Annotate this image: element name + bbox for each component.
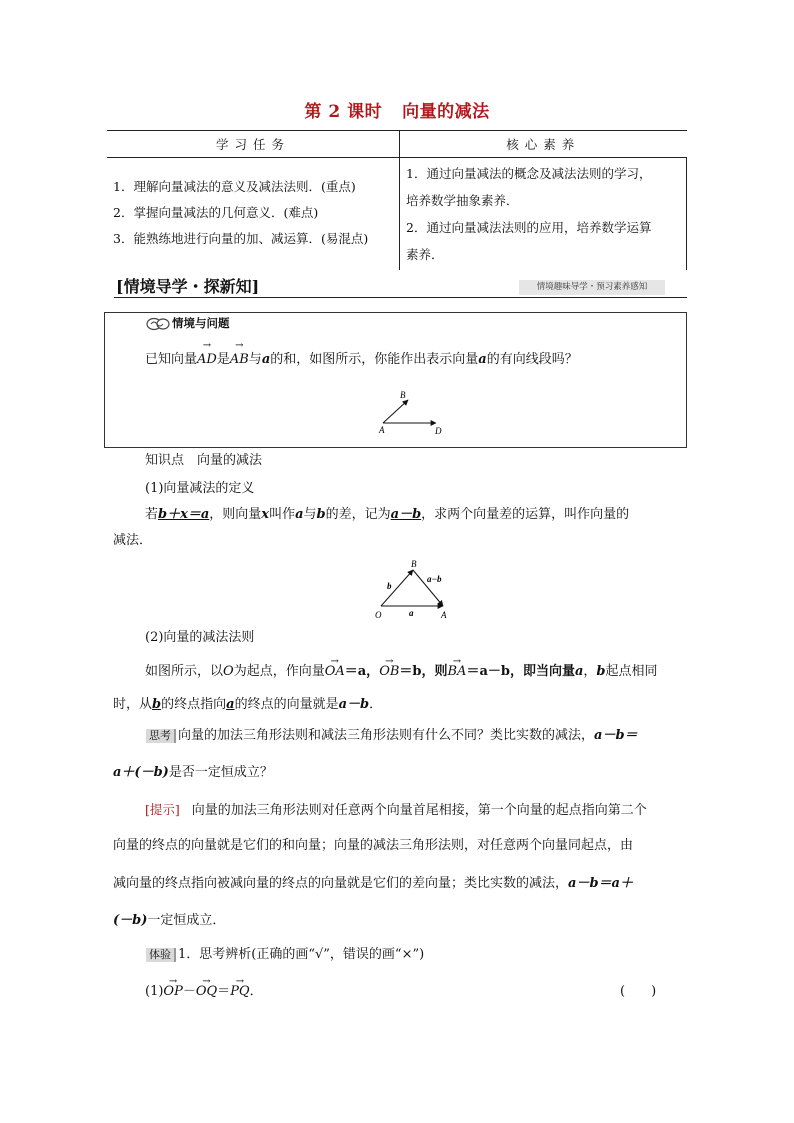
vector-a: a [574, 664, 584, 679]
def-text: 的差，记为 [325, 507, 391, 522]
def-text: ，求两个向量差的运算，叫作向量的 [421, 507, 630, 522]
think-question-cont [113, 763, 273, 783]
scenario-figure [374, 386, 454, 438]
arrow-AB [383, 400, 408, 423]
section-heading: [情境导学・探新知] [116, 277, 260, 296]
section-tag: 情境趣味导学・预习素养感知 [519, 280, 665, 295]
literacy-cell [400, 158, 687, 270]
scenario-icon [146, 317, 170, 331]
rule-eq: ＝a， [344, 664, 380, 679]
think-question [146, 726, 638, 746]
exercise-intro [146, 945, 424, 965]
hint-line-3 [113, 874, 633, 894]
rule-text-part: ． [369, 697, 383, 712]
think-eq: a－b＝ [594, 728, 638, 743]
scenario-label: 情境与问题 [172, 316, 230, 330]
question-text: 是 [216, 352, 230, 367]
label-b: b [387, 581, 392, 591]
rule-text-part: 为起点，作向量 [233, 664, 325, 679]
exercise-item-1 [145, 982, 263, 1002]
definition-text [145, 505, 629, 525]
label-a: a [409, 608, 414, 618]
scenario-question [145, 348, 578, 367]
label-D: D [435, 426, 442, 436]
vector-AB: → AB [230, 352, 249, 367]
rule-text-part: 起点相同 [605, 664, 658, 679]
page-title [0, 97, 794, 122]
definition-title: (1)向量减法的定义 [145, 481, 255, 496]
literacy-line: 素养． [406, 247, 444, 262]
knowledge-heading: 知识点 向量的减法 [145, 453, 263, 468]
rule-text [145, 662, 658, 682]
def-equation: b＋x＝a [158, 507, 210, 522]
hint-eq: (－b) [113, 913, 148, 928]
item-op: ＝ [217, 984, 231, 999]
task-item: 1．理解向量减法的意义及减法法则．(重点) [113, 179, 356, 194]
rule-eq: ＝b，则 [399, 664, 448, 679]
hint-label: [提示] [145, 802, 180, 817]
hint-text: 一定恒成立． [147, 913, 226, 928]
vector-a: a [226, 697, 235, 712]
label-B: B [411, 559, 417, 569]
question-text: 已知向量 [145, 352, 198, 367]
label-B: B [400, 390, 406, 400]
think-text: 是否一定恒成立？ [168, 765, 273, 780]
header-literacy: 核心素养 [400, 131, 687, 158]
label-a-minus-b: a−b [427, 574, 442, 584]
item-number: (1) [145, 984, 164, 999]
think-badge: 思考 [146, 729, 176, 743]
definition-text-cont: 减法． [113, 533, 153, 548]
task-item: 2．掌握向量减法的几何意义．(难点) [113, 205, 319, 220]
hint-eq: a－b＝a＋ [568, 876, 633, 891]
vector-a: a [261, 352, 271, 367]
header-tasks: 学习任务 [107, 131, 400, 158]
label-A: A [441, 610, 447, 620]
item-op: ． [249, 984, 263, 999]
rule-text-part: 的终点指向 [161, 697, 227, 712]
def-difference: a－b [390, 507, 422, 522]
vector-OQ: → OQ [196, 984, 217, 999]
def-text: 若 [145, 507, 159, 522]
def-text: 与 [303, 507, 317, 522]
vector-a: a [478, 352, 487, 367]
vector-b: b [596, 664, 606, 679]
def-text: ，则向量 [209, 507, 262, 522]
hint-line-4 [113, 911, 225, 931]
vector-OP: → OP [163, 984, 182, 999]
vector-OB: → OB [379, 664, 399, 679]
rule-text-part: 的终点的向量就是 [234, 697, 339, 712]
answer-parentheses[interactable]: ( ) [620, 984, 657, 999]
rule-text-part: 时，从 [113, 697, 153, 712]
question-text: 的有向线段吗？ [486, 352, 578, 367]
vector-PQ: → PQ [230, 984, 249, 999]
question-text: 的和，如图所示，你能作出表示向量 [270, 352, 479, 367]
rule-eq: ＝a－b，即当向量 [466, 664, 575, 679]
vector-OA: → OA [325, 664, 345, 679]
exercise-badge: 体验 [146, 948, 176, 962]
hint-text: 向量的加法三角形法则对任意两个向量首尾相接，第一个向量的起点指向第二个 [191, 803, 647, 818]
hint-line-2: 向量的终点的向量就是它们的和向量；向量的减法三角形法则，对任意两个向量同起点，由 [113, 838, 634, 853]
hint-line-1 [145, 800, 647, 821]
vector-AD: → AD [197, 352, 217, 367]
vector-b: b [316, 507, 326, 522]
rule-difference: a－b [338, 697, 370, 712]
think-text: 向量的加法三角形法则和减法三角形法则有什么不同？类比实数的减法， [178, 728, 595, 743]
lesson-topic: 向量的减法 [402, 102, 490, 122]
label-A: A [379, 425, 385, 435]
task-item: 3．能熟练地进行向量的加、减运算．(易混点) [113, 231, 369, 246]
rule-title: (2)向量的减法法则 [145, 630, 255, 645]
literacy-line: 培养数学抽象素养． [406, 193, 519, 208]
subtraction-triangle-figure [371, 556, 455, 622]
literacy-line: 1．通过向量减法的概念及减法法则的学习， [406, 166, 652, 181]
rule-text-part: 如图所示，以 [145, 664, 224, 679]
tasks-cell [107, 158, 400, 270]
point-O: O [223, 664, 234, 679]
vector-BA: → BA [448, 664, 467, 679]
question-text: 与 [248, 352, 262, 367]
item-op: － [182, 984, 196, 999]
hint-text: 减向量的终点指向被减向量的终点的向量就是它们的差向量；类比实数的减法， [113, 876, 569, 891]
literacy-line: 2．通过向量减法法则的应用，培养数学运算 [406, 220, 652, 235]
section-divider [114, 297, 687, 298]
rule-text-part: ， [583, 664, 597, 679]
def-text: 叫作 [269, 507, 296, 522]
label-O: O [375, 610, 382, 620]
vector-b: b [152, 697, 162, 712]
vector-x: x [261, 507, 270, 522]
lesson-number: 第 2 课时 [304, 102, 383, 122]
exercise-text: 1．思考辨析(正确的画“√”，错误的画“×”) [178, 947, 425, 962]
learning-table [107, 130, 687, 270]
arrow-OB [381, 570, 413, 606]
rule-text-cont [113, 695, 382, 715]
think-eq: a＋(－b) [113, 765, 169, 780]
vector-a: a [295, 507, 304, 522]
